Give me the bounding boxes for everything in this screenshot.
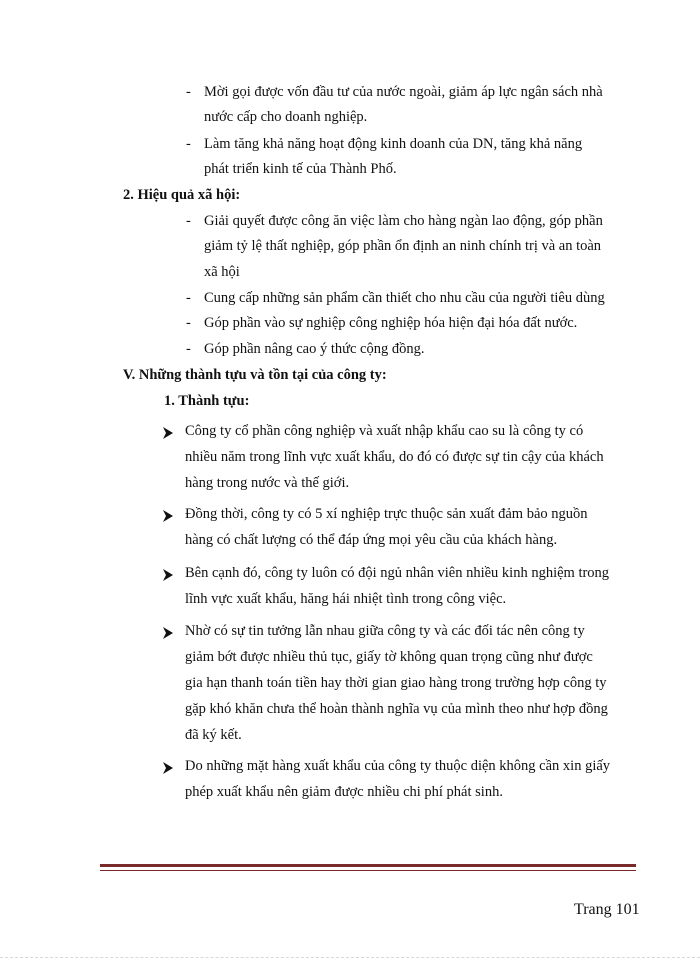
list-item-line: Góp phần vào sự nghiệp công nghiệp hóa hiện đại hóa đất nước. (204, 315, 578, 331)
arrow-bullet-icon (162, 759, 174, 777)
section-heading: 2. Hiệu quả xã hội: (123, 187, 241, 203)
arrow-bullet-icon (162, 507, 174, 525)
bullet-line: gặp khó khăn chưa thể hoàn thành nghĩa vụ của mình theo như hợp đồng (185, 701, 608, 717)
bullet-line: nhiều năm trong lĩnh vực xuất khẩu, do đó có được sự tin cậy của khách (185, 449, 604, 465)
bullet-line: Công ty cổ phần công nghiệp và xuất nhập khẩu cao su là công ty có (185, 423, 584, 439)
bullet-line: đã ký kết. (185, 727, 242, 743)
page-number: Trang 101 (574, 901, 640, 918)
list-item-line: Làm tăng khả năng hoạt động kinh doanh của DN, tăng khả năng (204, 136, 583, 152)
bullet-line: lĩnh vực xuất khẩu, hăng hái nhiệt tình trong công việc. (185, 591, 507, 607)
bullet-line: Bên cạnh đó, công ty luôn có đội ngủ nhân viên nhiều kinh nghiệm trong (185, 565, 610, 581)
list-item-line: Mời gọi được vốn đầu tư của nước ngoài, giảm áp lực ngân sách nhà (204, 84, 603, 100)
list-item-line: giảm tỷ lệ thất nghiệp, góp phần ổn định an ninh chính trị và an toàn (204, 238, 602, 254)
page-edge (0, 957, 700, 958)
bullet-line: phép xuất khẩu nên giảm được nhiều chi phí phát sinh. (185, 784, 503, 800)
footer-rule-thin (100, 870, 636, 871)
list-item-line: phát triển kinh tế của Thành Phố. (204, 161, 397, 177)
arrow-bullet-icon (162, 624, 174, 642)
list-dash: - (186, 290, 191, 306)
bullet-line: gia hạn thanh toán tiền hay thời gian giao hàng trong trường hợp công ty (185, 675, 607, 691)
list-dash: - (186, 136, 191, 152)
subsection-heading: 1. Thành tựu: (164, 393, 250, 409)
footer-rule-thick (100, 864, 636, 867)
arrow-bullet-icon (162, 424, 174, 442)
bullet-line: giảm bớt được nhiều thủ tục, giấy tờ không quan trọng cũng như được (185, 649, 593, 665)
list-item-line: Giải quyết được công ăn việc làm cho hàng ngàn lao động, góp phần (204, 213, 603, 229)
list-dash: - (186, 315, 191, 331)
list-item-line: Cung cấp những sản phẩm cần thiết cho nhu cầu của người tiêu dùng (204, 290, 605, 306)
list-item-line: nước cấp cho doanh nghiệp. (204, 109, 368, 125)
bullet-line: Nhờ có sự tin tưởng lẫn nhau giữa công ty và các đối tác nên công ty (185, 623, 585, 639)
list-dash: - (186, 84, 191, 100)
list-dash: - (186, 341, 191, 357)
arrow-bullet-icon (162, 566, 174, 584)
bullet-line: Đồng thời, công ty có 5 xí nghiệp trực thuộc sản xuất đảm bảo nguồn (185, 506, 588, 522)
bullet-line: hàng trong nước và thế giới. (185, 475, 350, 491)
list-item-line: xã hội (204, 264, 240, 280)
bullet-line: Do những mặt hàng xuất khẩu của công ty thuộc diện không cần xin giấy (185, 758, 611, 774)
list-item-line: Góp phần nâng cao ý thức cộng đồng. (204, 341, 425, 357)
bullet-line: hàng có chất lượng có thể đáp ứng mọi yêu cầu của khách hàng. (185, 532, 558, 548)
section-heading: V. Những thành tựu và tồn tại của công ty: (123, 367, 387, 383)
list-dash: - (186, 213, 191, 229)
